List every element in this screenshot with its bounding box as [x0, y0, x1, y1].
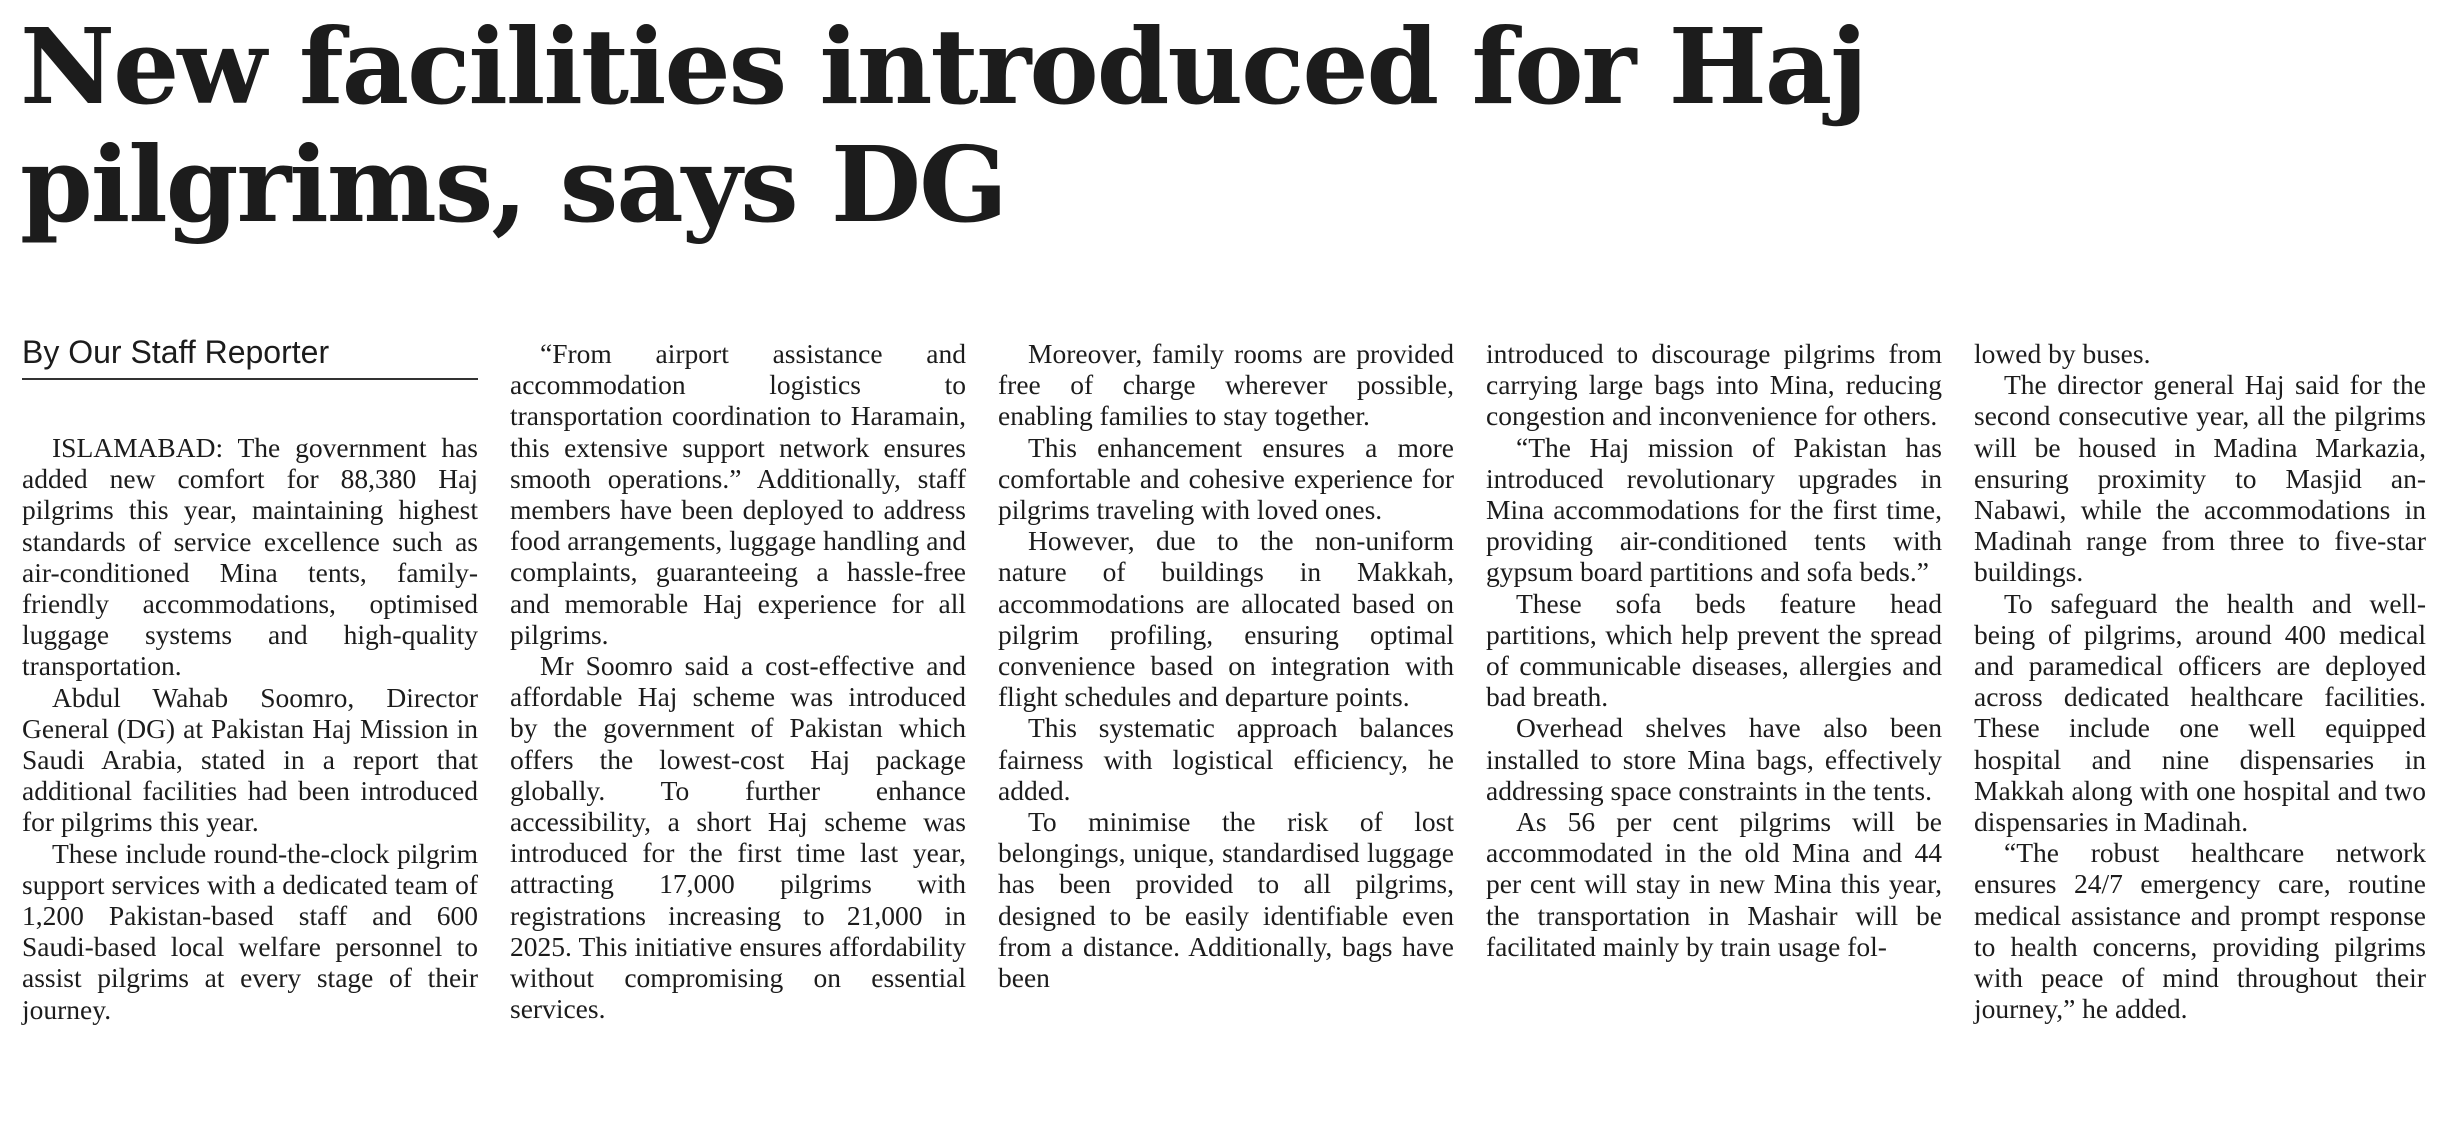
byline: By Our Staff Reporter	[22, 334, 330, 370]
paragraph: The director general Haj said for the second consecutive year, all the pilgrims will be housed in Madina Markazia, ensuring proximity to Masjid an-Nabawi, while the accommodations in Madinah range from three to five-star buildings.	[1974, 369, 2426, 588]
paragraph: “The Haj mission of Pakistan has introduced revolutionary upgrades in Mina accommodations for the first time, providing air-conditioned tents with gypsum board partitions and sofa beds.”	[1486, 431, 1942, 588]
paragraph: These sofa beds feature head partitions, which help prevent the spread of communicable diseases, allergies and bad breath.	[1486, 587, 1942, 713]
article-column-5	[1974, 338, 2426, 1024]
headline	[20, 5, 2420, 246]
paragraph: Moreover, family rooms are provided free of charge wherever possible, enabling families to stay together.	[998, 338, 1454, 432]
paragraph: As 56 per cent pilgrims will be accommodated in the old Mina and 44 per cent will stay in new Mina this year, the transportation in Mashair will be facilitated mainly by train usage fol-	[1486, 806, 1942, 962]
headline-line-1: New facilities introduced for Haj	[20, 5, 1866, 128]
paragraph: introduced to discourage pilgrims from carrying large bags into Mina, reducing congestion and inconvenience for others.	[1486, 338, 1942, 432]
paragraph: lowed by buses.	[1974, 338, 2151, 369]
paragraph: ISLAMABAD: The government has added new comfort for 88,380 Haj pilgrims this year, maintaining highest standards of service excellence such as air-conditioned Mina tents, family-friendly accommodations, optimised luggage systems and high-quality transportation.	[22, 432, 478, 682]
article-column-4	[1486, 338, 1942, 962]
article-column-2	[510, 338, 966, 1024]
article-column-1	[22, 432, 478, 1025]
paragraph: This systematic approach balances fairness with logistical efficiency, he added.	[998, 712, 1454, 806]
headline-line-2: pilgrims, says DG	[20, 123, 1006, 246]
paragraph: Abdul Wahab Soomro, Director General (DG) at Pakistan Haj Mission in Saudi Arabia, stated in a report that additional facilities had been introduced for pilgrims this year.	[22, 681, 478, 838]
paragraph: To safeguard the health and well-being of pilgrims, around 400 medical and paramedical officers are deployed across dedicated healthcare facilities. These include one well equipped hospital and nine dispensaries in Makkah along with one hospital and two dispensaries in Madinah.	[1974, 587, 2426, 838]
paragraph: These include round-the-clock pilgrim support services with a dedicated team of 1,200 Pakistan-based staff and 600 Saudi-based local welfare personnel to assist pilgrims at every stage of their journey.	[22, 837, 478, 1025]
paragraph: To minimise the risk of lost belongings, unique, standardised luggage has been provided to all pilgrims, designed to be easily identifiable even from a distance. Additionally, bags have been	[998, 806, 1454, 994]
paragraph: This enhancement ensures a more comfortable and cohesive experience for pilgrims traveling with loved ones.	[998, 431, 1454, 526]
paragraph: “From airport assistance and accommodation logistics to transportation coordination to Haramain, this extensive support network ensures smooth operations.” Additionally, staff members have been deployed to address food arrangements, luggage handling and complaints, guaranteeing a hassle-free and memorable Haj experience for all pilgrims.	[510, 338, 966, 650]
article-column-3	[998, 338, 1454, 993]
paragraph: Overhead shelves have also been installed to store Mina bags, effectively addressing space constraints in the tents.	[1486, 712, 1942, 806]
byline-rule	[22, 378, 478, 380]
paragraph: However, due to the non-uniform nature of buildings in Makkah, accommodations are allocated based on pilgrim profiling, ensuring optimal convenience based on integration with flight schedules and departure points.	[998, 525, 1454, 713]
paragraph: Mr Soomro said a cost-effective and affordable Haj scheme was introduced by the government of Pakistan which offers the lowest-cost Haj package globally. To further enhance accessibility, a short Haj scheme was introduced for the first time last year, attracting 17,000 pilgrims with registrations increasing to 21,000 in 2025. This initiative ensures affordability without compromising on essential services.	[510, 650, 966, 1025]
paragraph: “The robust healthcare network ensures 24/7 emergency care, routine medical assistance and prompt response to health concerns, providing pilgrims with peace of mind throughout their journey,” he added.	[1974, 837, 2426, 1025]
